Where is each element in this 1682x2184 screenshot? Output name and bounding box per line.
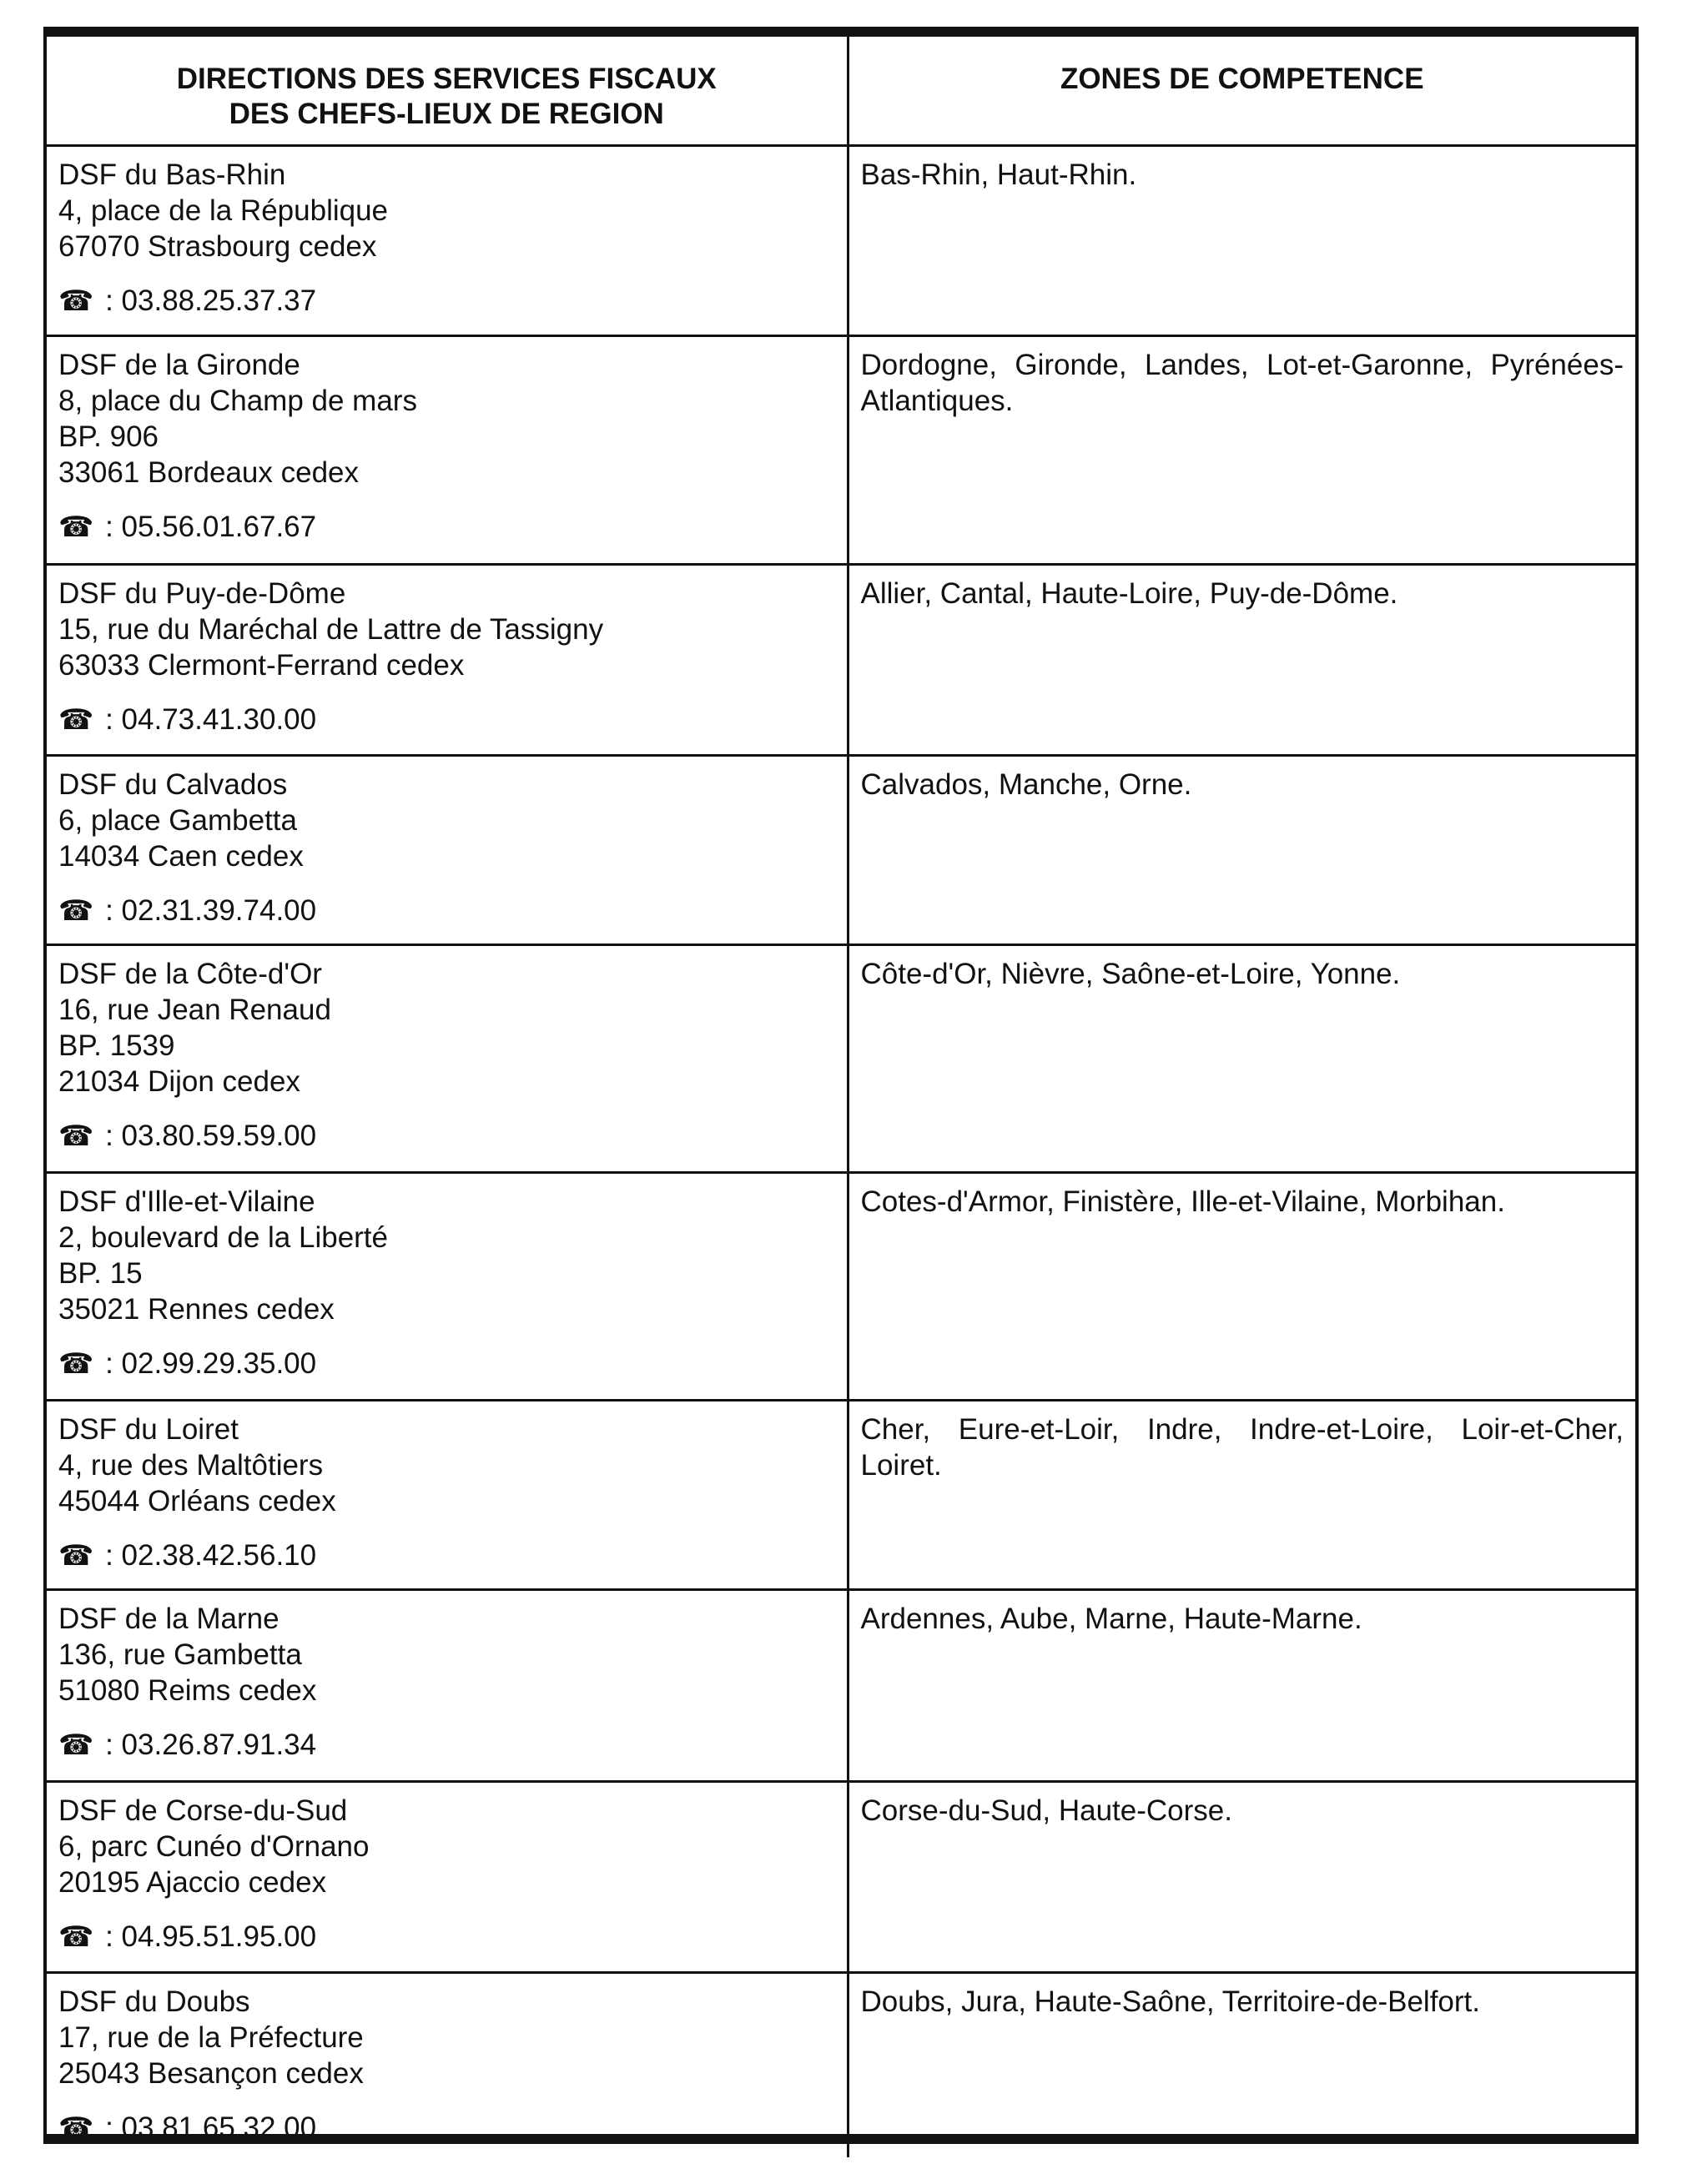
address-line: 35021 Rennes cedex	[58, 1292, 335, 1326]
zones-text: Ardennes, Aube, Marne, Haute-Marne.	[860, 1602, 1362, 1635]
direction-address-block	[47, 1783, 847, 1955]
dsf-table	[47, 37, 1635, 2157]
table-row	[47, 564, 1635, 755]
table-row	[47, 1400, 1635, 1589]
dsf-table-frame	[43, 27, 1639, 2144]
zones-cell	[848, 335, 1635, 564]
zones-cell	[848, 944, 1635, 1172]
address-line: BP. 906	[58, 420, 159, 453]
phone-separator: :	[97, 893, 122, 927]
direction-address-block	[47, 946, 847, 1155]
address-line: 136, rue Gambetta	[58, 1638, 302, 1671]
zones-cell	[848, 1589, 1635, 1781]
address-line: 14034 Caen cedex	[58, 839, 304, 873]
table-row	[47, 1589, 1635, 1781]
phone-separator: :	[97, 284, 122, 317]
address-line: 17, rue de la Préfecture	[58, 2020, 364, 2054]
phone-number: 02.31.39.74.00	[121, 893, 317, 927]
phone-separator: :	[97, 1728, 122, 1761]
zones-cell	[848, 1400, 1635, 1589]
direction-name: DSF du Calvados	[58, 767, 288, 801]
table-row	[47, 1172, 1635, 1400]
address-line: 16, rue Jean Renaud	[58, 993, 331, 1026]
direction-cell	[47, 944, 848, 1172]
address-line: 21034 Dijon cedex	[58, 1064, 300, 1098]
telephone-icon: ☎	[58, 2111, 94, 2144]
telephone-icon: ☎	[58, 511, 94, 543]
direction-name: DSF de la Côte-d'Or	[58, 957, 322, 990]
direction-name: DSF du Doubs	[58, 1985, 250, 2018]
phone-line	[58, 1118, 835, 1155]
phone-number: 03.26.87.91.34	[121, 1728, 317, 1761]
zones-text: Corse-du-Sud, Haute-Corse.	[860, 1794, 1232, 1827]
table-row	[47, 1972, 1635, 2157]
phone-separator: :	[97, 2111, 122, 2144]
address-line: 20195 Ajaccio cedex	[58, 1865, 327, 1899]
phone-number: 04.73.41.30.00	[121, 702, 317, 736]
zones-text: Bas-Rhin, Haut-Rhin.	[860, 158, 1137, 191]
table-row	[47, 145, 1635, 335]
phone-separator: :	[97, 1119, 122, 1152]
direction-cell	[47, 335, 848, 564]
address-line: 15, rue du Maréchal de Lattre de Tassigny	[58, 612, 604, 646]
phone-number: 04.95.51.95.00	[121, 1920, 317, 1953]
direction-name: DSF du Loiret	[58, 1412, 239, 1446]
header-zones: ZONES DE COMPETENCE	[848, 37, 1635, 145]
phone-separator: :	[97, 510, 122, 543]
table-row	[47, 755, 1635, 944]
direction-name: DSF d'Ille-et-Vilaine	[58, 1185, 315, 1218]
address-line: 51080 Reims cedex	[58, 1673, 317, 1707]
zones-cell	[848, 145, 1635, 335]
direction-name: DSF du Bas-Rhin	[58, 158, 286, 191]
direction-address-block	[47, 566, 847, 738]
zones-cell	[848, 564, 1635, 755]
telephone-icon: ☎	[58, 1347, 94, 1380]
phone-line	[58, 1537, 835, 1574]
zones-cell	[848, 755, 1635, 944]
phone-number: 03.81.65.32.00	[121, 2111, 317, 2144]
direction-address-block	[47, 1401, 847, 1574]
phone-line	[58, 1727, 835, 1764]
zones-text: Dordogne, Gironde, Landes, Lot-et-Garonne, Pyrénées-Atlantiques.	[860, 348, 1624, 417]
zones-text: Doubs, Jura, Haute-Saône, Territoire-de-Belfort.	[860, 1985, 1480, 2018]
phone-line	[58, 1346, 835, 1382]
direction-address-block	[47, 147, 847, 320]
phone-separator: :	[97, 1346, 122, 1380]
address-line: 8, place du Champ de mars	[58, 384, 417, 417]
direction-address-block	[47, 1174, 847, 1382]
header-directions-line2: DES CHEFS-LIEUX DE REGION	[229, 98, 664, 130]
direction-address-block	[47, 1974, 847, 2146]
address-line: 4, place de la République	[58, 194, 389, 227]
address-line: 45044 Orléans cedex	[58, 1484, 336, 1517]
telephone-icon: ☎	[58, 703, 94, 736]
zones-text: Côte-d'Or, Nièvre, Saône-et-Loire, Yonne.	[860, 957, 1401, 990]
zones-text: Cher, Eure-et-Loir, Indre, Indre-et-Loire, Loir-et-Cher, Loiret.	[860, 1412, 1624, 1482]
phone-number: 03.88.25.37.37	[121, 284, 317, 317]
direction-cell	[47, 1781, 848, 1972]
address-line: 6, place Gambetta	[58, 803, 297, 837]
direction-cell	[47, 1400, 848, 1589]
direction-cell	[47, 145, 848, 335]
phone-line	[58, 283, 835, 320]
address-line: BP. 1539	[58, 1029, 175, 1062]
address-line: 25043 Besançon cedex	[58, 2056, 364, 2090]
address-line: 63033 Clermont-Ferrand cedex	[58, 648, 465, 682]
table-row	[47, 1781, 1635, 1972]
zones-text: Calvados, Manche, Orne.	[860, 767, 1192, 801]
telephone-icon: ☎	[58, 1539, 94, 1572]
address-line: 4, rue des Maltôtiers	[58, 1448, 324, 1482]
address-line: 6, parc Cunéo d'Ornano	[58, 1829, 370, 1863]
table-row	[47, 335, 1635, 564]
direction-cell	[47, 755, 848, 944]
address-line: 33061 Bordeaux cedex	[58, 455, 359, 489]
phone-number: 05.56.01.67.67	[121, 510, 317, 543]
phone-line	[58, 702, 835, 738]
zones-cell	[848, 1172, 1635, 1400]
direction-cell	[47, 1589, 848, 1781]
zones-cell	[848, 1972, 1635, 2157]
phone-line	[58, 893, 835, 929]
phone-number: 03.80.59.59.00	[121, 1119, 317, 1152]
address-line: BP. 15	[58, 1256, 143, 1290]
direction-name: DSF de la Marne	[58, 1602, 279, 1635]
direction-cell	[47, 1172, 848, 1400]
zones-cell	[848, 1781, 1635, 1972]
telephone-icon: ☎	[58, 1120, 94, 1152]
phone-line	[58, 509, 835, 546]
direction-address-block	[47, 1591, 847, 1764]
zones-text: Allier, Cantal, Haute-Loire, Puy-de-Dôme.	[860, 576, 1398, 610]
telephone-icon: ☎	[58, 894, 94, 927]
direction-name: DSF de la Gironde	[58, 348, 300, 381]
phone-separator: :	[97, 702, 122, 736]
direction-cell	[47, 1972, 848, 2157]
table-header-row	[47, 37, 1635, 145]
telephone-icon: ☎	[58, 284, 94, 317]
table-body	[47, 145, 1635, 2157]
direction-name: DSF du Puy-de-Dôme	[58, 576, 346, 610]
zones-text: Cotes-d'Armor, Finistère, Ille-et-Vilaine, Morbihan.	[860, 1185, 1505, 1218]
phone-number: 02.38.42.56.10	[121, 1538, 317, 1572]
phone-separator: :	[97, 1920, 122, 1953]
header-directions-line1: DIRECTIONS DES SERVICES FISCAUX	[176, 63, 717, 95]
address-line: 2, boulevard de la Liberté	[58, 1220, 388, 1254]
address-line: 67070 Strasbourg cedex	[58, 229, 377, 263]
phone-line	[58, 1919, 835, 1955]
telephone-icon: ☎	[58, 1729, 94, 1761]
telephone-icon: ☎	[58, 1920, 94, 1953]
direction-name: DSF de Corse-du-Sud	[58, 1794, 348, 1827]
direction-cell	[47, 564, 848, 755]
phone-number: 02.99.29.35.00	[121, 1346, 317, 1380]
header-directions	[47, 37, 848, 145]
table-row	[47, 944, 1635, 1172]
phone-separator: :	[97, 1538, 122, 1572]
direction-address-block	[47, 337, 847, 546]
phone-line	[58, 2110, 835, 2146]
direction-address-block	[47, 757, 847, 929]
